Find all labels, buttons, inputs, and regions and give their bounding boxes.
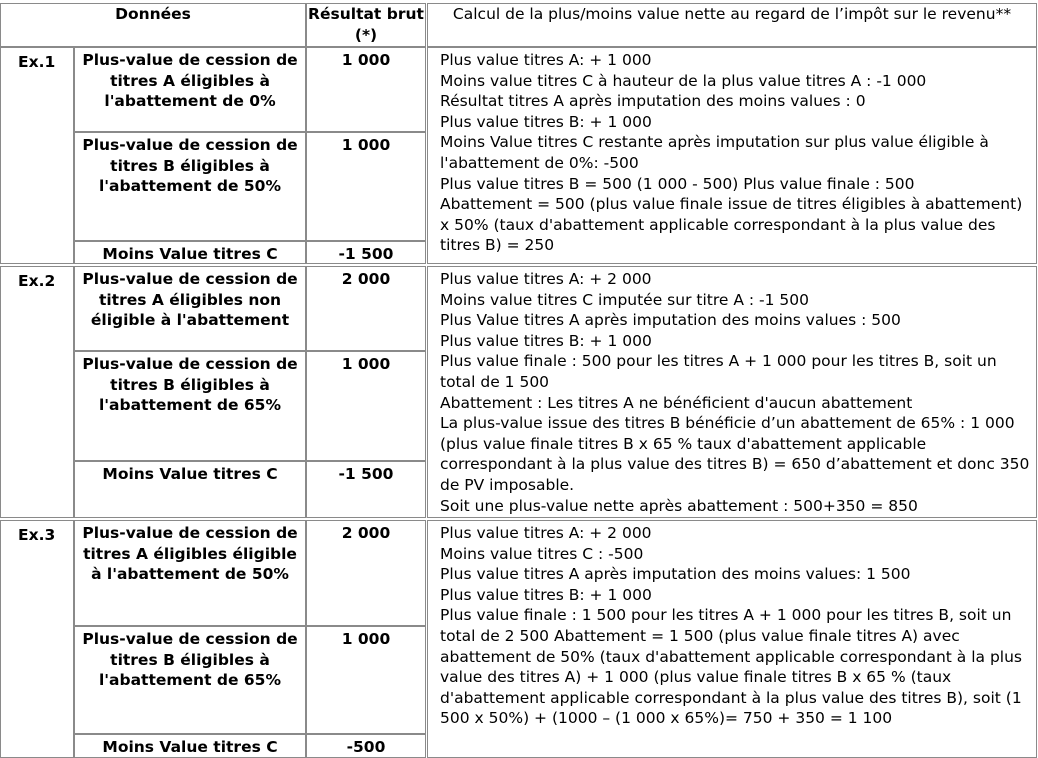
example-label: Ex.3 — [0, 520, 74, 758]
data-description: Plus-value de cession de titres A éligibles éligible à l'abattement de 50% — [74, 520, 306, 626]
calculation-text: Plus value titres A: + 1 000 Moins value titres C à hauteur de la plus value titres A : -1 000 Résultat titres A après imputation des moins values : 0 Plus value titres B: + 1 000 Moins Value titres C restante après imputation sur plus value éligible à l'abattement de 0%: -500 Plus value titres B = 500 (1 000 - 500) Plus value finale : 500 Abattement = 500 (plus value finale issue de titres éligibles à abattement) x 50% (taux d'abattement applicable correspondant à la plus value des titres B) = 250 — [427, 47, 1037, 264]
header-resultat: Résultat brut (*) — [306, 3, 426, 47]
data-description: Plus-value de cession de titres A éligibles non éligible à l'abattement — [74, 266, 306, 351]
data-description: Moins Value titres C — [74, 241, 306, 264]
data-description: Plus-value de cession de titres B éligibles à l'abattement de 65% — [74, 626, 306, 734]
data-description: Plus-value de cession de titres B éligibles à l'abattement de 50% — [74, 132, 306, 241]
result-value: 1 000 — [306, 351, 426, 461]
header-calcul: Calcul de la plus/moins value nette au regard de l’impôt sur le revenu** — [427, 3, 1037, 47]
data-description: Plus-value de cession de titres A éligibles à l'abattement de 0% — [74, 47, 306, 132]
data-description: Moins Value titres C — [74, 734, 306, 758]
result-value: -500 — [306, 734, 426, 758]
result-value: -1 500 — [306, 241, 426, 264]
result-value: 2 000 — [306, 266, 426, 351]
example-label: Ex.1 — [0, 47, 74, 264]
calculation-text: Plus value titres A: + 2 000 Moins value titres C imputée sur titre A : -1 500 Plus Value titres A après imputation des moins values : 500 Plus value titres B: + 1 000 Plus value finale : 500 pour les titres A + 1 000 pour les titres B, soit un total de 1 500 Abattement : Les titres A ne bénéficient d'aucun abattement La plus-value issue des titres B bénéficie d’un abattement de 65% : 1 000 (plus value finale titres B x 65 % taux d'abattement applicable correspondant à la plus value des titres B) = 650 d’abattement et donc 350 de PV imposable. Soit une plus-value nette après abattement : 500+350 = 850 — [427, 266, 1037, 518]
result-value: 1 000 — [306, 132, 426, 241]
example-label: Ex.2 — [0, 266, 74, 518]
calculation-text: Plus value titres A: + 2 000 Moins value titres C : -500 Plus value titres A après imputation des moins values: 1 500 Plus value titres B: + 1 000 Plus value finale : 1 500 pour les titres A + 1 000 pour les titres B, soit un total de 2 500 Abattement = 1 500 (plus value finale titres A) avec abattement de 50% (taux d'abattement applicable correspondant à la plus value des titres A) + 1 000 (plus value finale titres B x 65 % (taux d'abattement applicable correspondant à la plus value des titres B), soit (1 500 x 50%) + (1000 – (1 000 x 65%)= 750 + 350 = 1 100 — [427, 520, 1037, 758]
result-value: -1 500 — [306, 461, 426, 518]
result-value: 2 000 — [306, 520, 426, 626]
data-description: Moins Value titres C — [74, 461, 306, 518]
result-value: 1 000 — [306, 47, 426, 132]
header-donnees: Données — [0, 3, 306, 47]
result-value: 1 000 — [306, 626, 426, 734]
data-description: Plus-value de cession de titres B éligibles à l'abattement de 65% — [74, 351, 306, 461]
